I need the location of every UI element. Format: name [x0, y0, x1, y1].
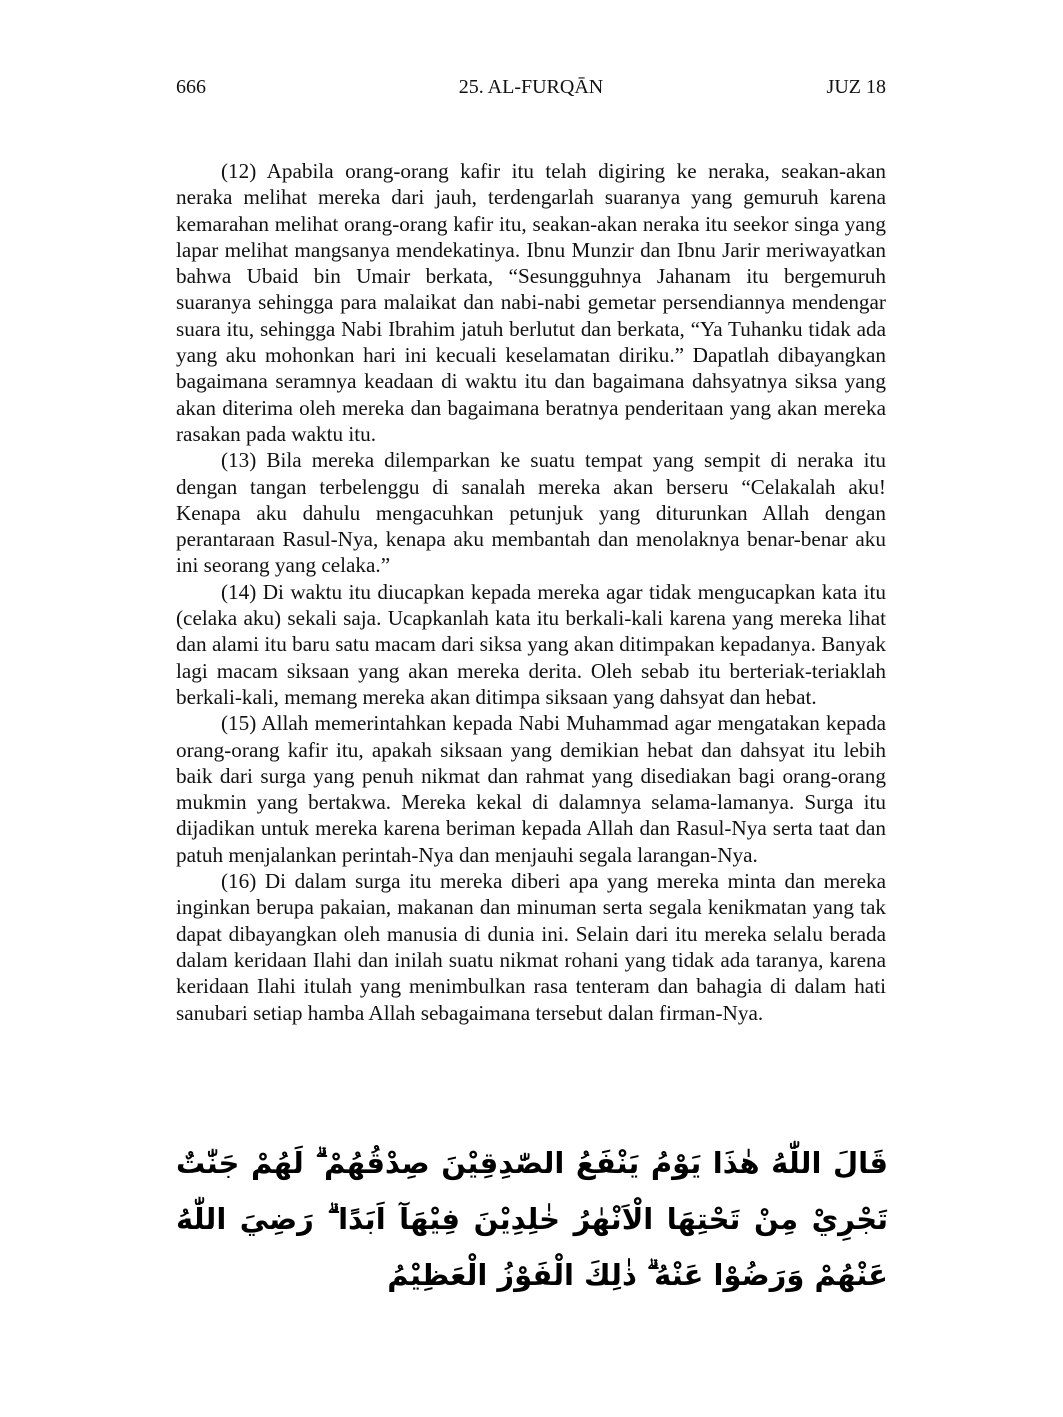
paragraph-verse-13: (13) Bila mereka dilemparkan ke suatu tempat yang sempit di neraka itu dengan tangan terbelenggu di sanalah mereka akan berseru “Celakalah aku! Kenapa aku dahulu mengacuhkan petunjuk yang diturunkan Allah dengan perantaraan Rasul-Nya, kenapa aku membantah dan menolaknya benar-benar aku ini seorang yang celaka.”	[176, 448, 886, 578]
paragraph-verse-14: (14) Di waktu itu diucapkan kepada mereka agar tidak mengucapkan kata itu (celaka aku) sekali saja. Ucapkanlah kata itu berkali-kali karena yang mereka lihat dan alami itu baru satu macam dari siksa yang akan ditimpakan kepadanya. Banyak lagi macam siksaan yang akan mereka derita. Oleh sebab itu berteriak-teriaklah berkali-kali, memang mereka akan ditimpa siksaan yang dahsyat dan hebat.	[176, 579, 886, 709]
paragraph-verse-16: (16) Di dalam surga itu mereka diberi apa yang mereka minta dan mereka inginkan berupa pakaian, makanan dan minuman serta segala kenikmatan yang tak dapat dibayangkan oleh manusia di dunia ini. Selain dari itu mereka selalu berada dalam keridaan Ilahi dan inilah suatu nikmat rohani yang tidak ada taranya, karena keridaan Ilahi itulah yang menimbulkan rasa tenteram dan bahagia di dalam hati sanubari setiap hamba Allah sebagaimana tersebut dalan firman-Nya.	[176, 869, 886, 1025]
commentary-body	[176, 158, 886, 1026]
paragraph-verse-15: (15) Allah memerintahkan kepada Nabi Muhammad agar mengatakan kepada orang-orang kafir itu, apakah siksaan yang demikian hebat dan dahsyat itu lebih baik dari surga yang penuh nikmat dan rahmat yang disediakan bagi orang-orang mukmin yang bertakwa. Mereka kekal di dalamnya selama-lamanya. Surga itu dijadikan untuk mereka karena beriman kepada Allah dan Rasul-Nya serta taat dan patuh menjalankan perintah-Nya dan menjauhi segala larangan-Nya.	[176, 711, 886, 867]
page-number: 666	[176, 76, 206, 98]
surah-title: 25. AL-FURQĀN	[458, 76, 604, 98]
page-header	[176, 76, 886, 104]
juz-label: JUZ 18	[826, 76, 886, 98]
arabic-verse: قَالَ اللّٰهُ هٰذَا يَوْمُ يَنْفَعُ الصّٰدِقِيْنَ صِدْقُهُمْ ۗ لَهُمْ جَنّٰتٌ تَجْرِيْ مِنْ تَحْتِهَا الْاَنْهٰرُ خٰلِدِيْنَ فِيْهَآ اَبَدًا ۗ رَضِيَ اللّٰهُ عَنْهُمْ وَرَضُوْا عَنْهُ ۗ ذٰلِكَ الْفَوْزُ الْعَظِيْمُ	[176, 1146, 888, 1292]
paragraph-verse-12: (12) Apabila orang-orang kafir itu telah digiring ke neraka, seakan-akan neraka melihat mereka dari jauh, terdengarlah suaranya yang gemuruh karena kemarahan melihat orang-orang kafir itu, seakan-akan neraka itu seekor singa yang lapar melihat mangsanya mendekatinya. Ibnu Munzir dan Ibnu Jarir meriwayatkan bahwa Ubaid bin Umair berkata, “Sesungguhnya Jahanam itu bergemuruh suaranya sehingga para malaikat dan nabi-nabi gemetar persendiannya mendengar suara itu, sehingga Nabi Ibrahim jatuh berlutut dan berkata, “Ya Tuhanku tidak ada yang aku mohonkan hari ini kecuali keselamatan diriku.” Dapatlah dibayangkan bagaimana seramnya keadaan di waktu itu dan bagaimana dahsyatnya siksa yang akan diterima oleh mereka dan bagaimana beratnya penderitaan yang akan mereka rasakan pada waktu itu.	[176, 159, 886, 446]
